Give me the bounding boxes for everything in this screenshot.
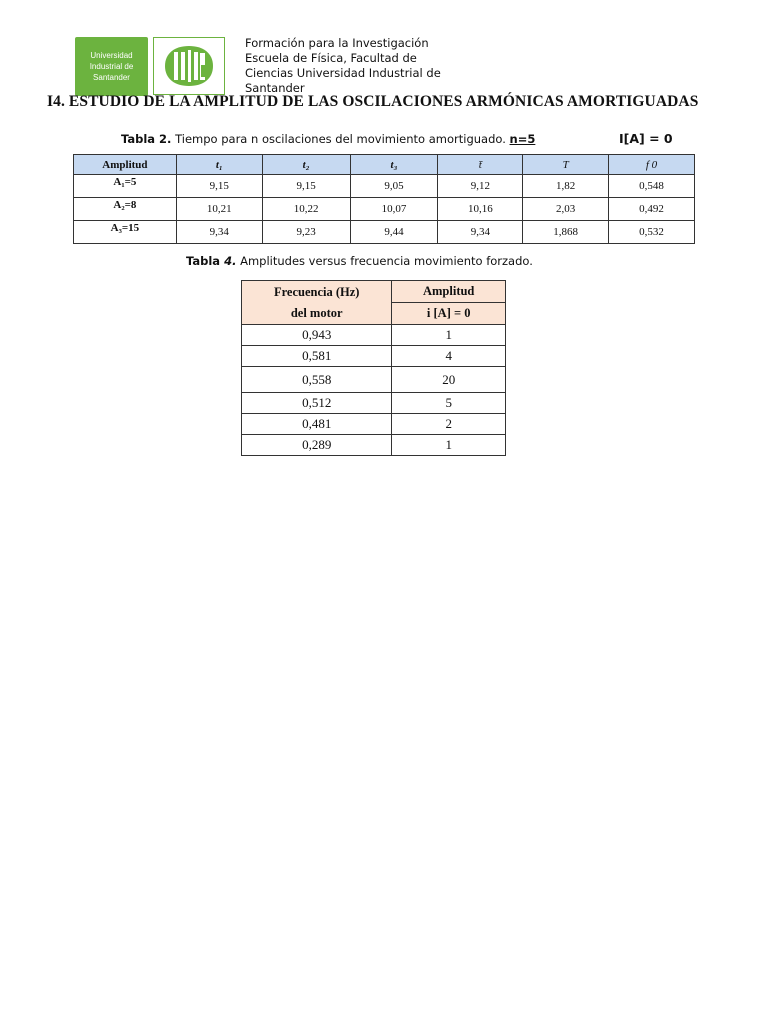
table2 [73,154,695,244]
table-cell: 1,82 [523,175,609,198]
table-cell: 0,289 [242,435,392,456]
table-cell: 0,532 [609,221,695,244]
table-cell: 0,558 [242,367,392,393]
table-cell: 9,34 [176,221,262,244]
logo-line: Santander [93,73,130,82]
university-logo [75,37,148,96]
table-cell: 20 [392,367,506,393]
table-row [242,367,506,393]
table-cell: A₁=5 [74,175,177,198]
table-cell: 0,943 [242,325,392,346]
table-cell: 10,16 [438,198,523,221]
table-cell: 10,21 [176,198,262,221]
table2-current-label: I[A] = 0 [619,131,673,146]
table-header-freq [242,281,392,325]
table-cell: 10,22 [262,198,350,221]
table-header-cell: f 0 [609,155,695,175]
table-cell: 1 [392,325,506,346]
logo-line: Universidad [90,51,133,60]
table-row [242,393,506,414]
table-cell: 2,03 [523,198,609,221]
table2-caption-n: n=5 [509,132,536,146]
table4-caption [186,254,533,268]
table-cell: 9,44 [350,221,438,244]
table-row [242,414,506,435]
table-row [74,175,695,198]
table-cell: 9,15 [176,175,262,198]
table-cell: 0,512 [242,393,392,414]
table4-caption-text: Amplitudes versus frecuencia movimiento forzado. [236,254,533,268]
table4-caption-num: 4. [224,254,237,268]
table-header-cell: T [523,155,609,175]
table-cell: A₂=8 [74,198,177,221]
header-line: Formación para la Investigación [245,36,429,50]
table2-caption-label: Tabla 2. [121,132,172,146]
table-header-amp: Amplitud [392,281,506,303]
table-cell: 0,581 [242,346,392,367]
table-row [242,346,506,367]
table-cell: 9,12 [438,175,523,198]
header-line: Escuela de Física, Facultad de [245,51,417,65]
table-cell: 0,548 [609,175,695,198]
table-header-cell: t₂ [262,155,350,175]
institution-header [245,36,441,96]
table-header-cell: t₃ [350,155,438,175]
header-line: Ciencias Universidad Industrial de [245,66,441,80]
table-cell: 9,34 [438,221,523,244]
header-freq-line1: Frecuencia (Hz) [273,285,360,299]
uis-logo-icon [153,37,225,95]
table2-caption [121,132,535,146]
table4 [241,280,506,456]
table-header-amp-sub: i [A] = 0 [392,303,506,325]
table-header-cell: t₁ [176,155,262,175]
table-cell: 9,23 [262,221,350,244]
table-cell: A₃=15 [74,221,177,244]
table-header-row [242,281,506,303]
table2-caption-text: Tiempo para n oscilaciones del movimiento amortiguado. [171,132,510,146]
table4-caption-label: Tabla [186,254,225,268]
table-header-cell: t̄ [438,155,523,175]
table-cell: 0,481 [242,414,392,435]
table-row [242,325,506,346]
table-row [242,435,506,456]
header-freq-line2: del motor [290,306,343,320]
table-cell: 5 [392,393,506,414]
table-cell: 2 [392,414,506,435]
table-cell: 1,868 [523,221,609,244]
table-header-cell: Amplitud [74,155,177,175]
table-cell: 4 [392,346,506,367]
table-cell: 9,05 [350,175,438,198]
table-row [74,221,695,244]
logo-line: Industrial de [89,62,134,71]
document-title: I4. ESTUDIO DE LA AMPLITUD DE LAS OSCILACIONES ARMÓNICAS AMORTIGUADAS [47,93,699,110]
table-row [74,198,695,221]
table-cell: 9,15 [262,175,350,198]
table-header-row [74,155,695,175]
table-cell: 1 [392,435,506,456]
table-cell: 0,492 [609,198,695,221]
header-line: Santander [245,81,305,95]
table-cell: 10,07 [350,198,438,221]
